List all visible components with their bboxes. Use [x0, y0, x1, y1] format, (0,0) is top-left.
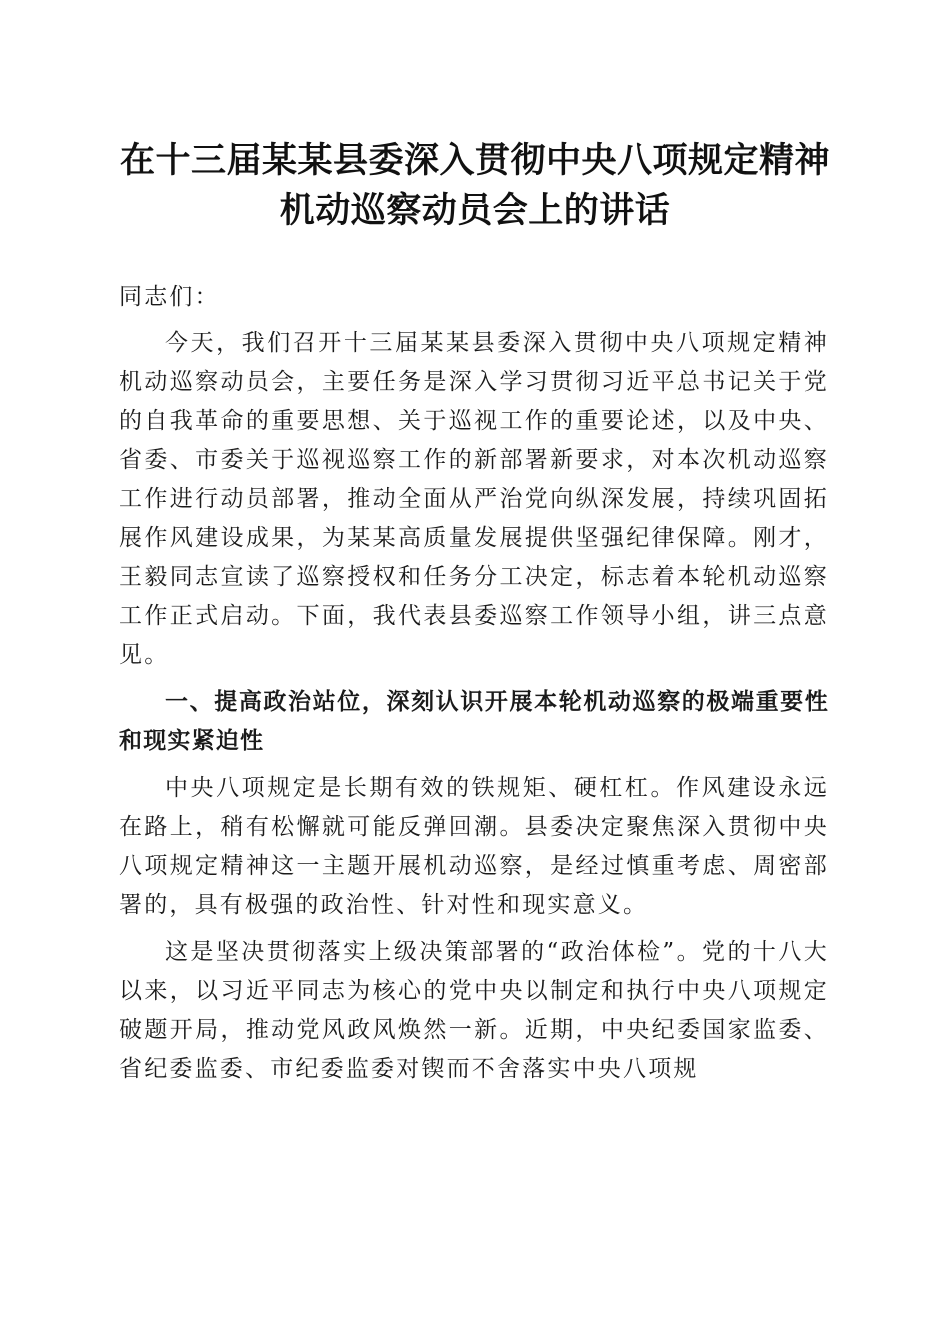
document-body [119, 278, 829, 1089]
paragraph-1: 今天，我们召开十三届某某县委深入贯彻中央八项规定精神机动巡察动员会，主要任务是深入学习贯彻习近平总书记关于党的自我革命的重要思想、关于巡视工作的重要论述，以及中央、省委、市委关于巡视巡察工作的新部署新要求，对本次机动巡察工作进行动员部署，推动全面从严治党向纵深发展，持续巩固拓展作风建设成果，为某某高质量发展提供坚强纪律保障。刚才，王毅同志宣读了巡察授权和任务分工决定，标志着本轮机动巡察工作正式启动。下面，我代表县委巡察工作领导小组，讲三点意见。 [119, 330, 829, 668]
document-title [100, 136, 850, 236]
title-line-1: 在十三届某某县委深入贯彻中央八项规定精神 [119, 140, 830, 181]
title-line-2: 机动巡察动员会上的讲话 [279, 190, 671, 231]
paragraph-2: 中央八项规定是长期有效的铁规矩、硬杠杠。作风建设永远在路上，稍有松懈就可能反弹回潮。县委决定聚焦深入贯彻中央八项规定精神这一主题开展机动巡察，是经过慎重考虑、周密部署的，具有极强的政治性、针对性和现实意义。 [119, 775, 829, 918]
paragraph-3: 这是坚决贯彻落实上级决策部署的“政治体检”。党的十八大以来，以习近平同志为核心的党中央以制定和执行中央八项规定破题开局，推动党风政风焕然一新。近期，中央纪委国家监委、省纪委监委、市纪委监委对锲而不舍落实中央八项规 [119, 939, 829, 1082]
greeting: 同志们： [119, 284, 220, 310]
section-heading-1: 一、提高政治站位，深刻认识开展本轮机动巡察的极端重要性和现实紧迫性 [119, 689, 829, 754]
